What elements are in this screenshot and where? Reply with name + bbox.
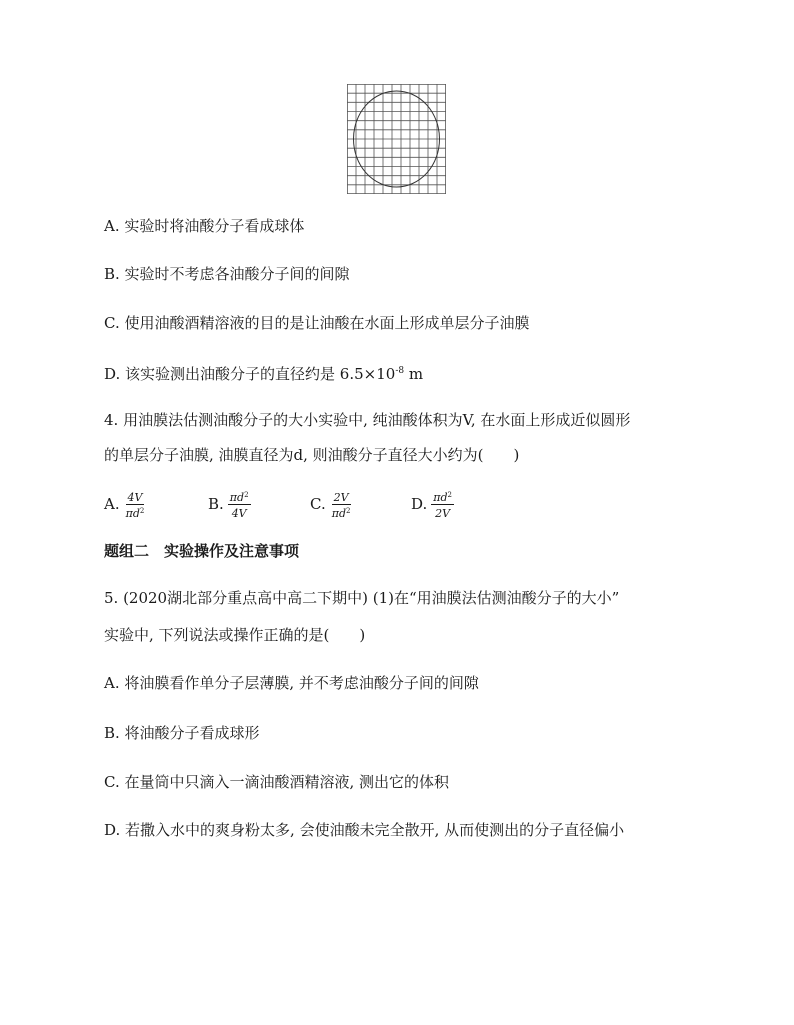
q5-option-d: D. 若撒入水中的爽身粉太多, 会使油酸未完全散开, 从而使测出的分子直径偏小 — [104, 821, 625, 839]
q4-option-b-label: B. — [208, 495, 224, 513]
q4-option-d-num: πd — [433, 490, 448, 504]
q5-stem-line2: 实验中, 下列说法或操作正确的是( ) — [104, 626, 366, 644]
q4-stem-line1: 4. 用油膜法估测油酸分子的大小实验中, 纯油酸体积为V, 在水面上形成近似圆形 — [104, 411, 631, 429]
q4-option-c — [310, 487, 352, 521]
q3-option-d-text: D. 该实验测出油酸分子的直径约是 6.5×10 — [104, 365, 396, 383]
q5-option-b: B. 将油酸分子看成球形 — [104, 724, 260, 742]
q4-option-b-fraction — [228, 489, 251, 520]
q4-option-d-fraction — [431, 489, 454, 520]
q4-option-a-den: πd — [125, 506, 140, 520]
q4-option-b-den: 4V — [231, 506, 247, 520]
q4-option-b-num: πd — [229, 490, 245, 504]
q4-option-a-label: A. — [104, 495, 120, 513]
q4-option-b-num-sup: 2 — [244, 490, 249, 499]
grid-with-circle — [347, 84, 446, 194]
q4-option-d-den: 2V — [435, 506, 451, 520]
q3-option-d — [104, 361, 423, 384]
q4-option-c-label: C. — [310, 495, 326, 513]
q4-option-a-den-sup: 2 — [139, 506, 145, 515]
q4-option-b — [208, 487, 251, 521]
q4-option-c-den-sup: 2 — [346, 506, 351, 515]
q4-stem-line2: 的单层分子油膜, 油膜直径为d, 则油酸分子直径大小约为( ) — [104, 446, 520, 464]
q4-option-c-num: 2V — [333, 490, 349, 504]
section-heading: 题组二 实验操作及注意事项 — [104, 542, 300, 560]
q4-option-a-num: 4V — [127, 490, 143, 504]
q5-option-c: C. 在量筒中只滴入一滴油酸酒精溶液, 测出它的体积 — [104, 773, 450, 791]
q5-stem-line1: 5. (2020湖北部分重点高中高二下期中) (1)在“用油膜法估测油酸分子的大小” — [104, 589, 620, 607]
q3-option-a: A. 实验时将油酸分子看成球体 — [104, 217, 305, 235]
q4-option-c-den: πd — [331, 506, 346, 520]
q3-option-b: B. 实验时不考虑各油酸分子间的间隙 — [104, 265, 350, 283]
oil-film-grid-figure — [347, 84, 446, 194]
q3-option-d-unit: m — [404, 365, 424, 383]
q4-option-d — [411, 487, 454, 521]
q4-option-c-fraction — [330, 489, 353, 520]
q4-option-d-num-sup: 2 — [447, 490, 453, 499]
q4-options — [104, 487, 524, 521]
q3-option-d-exponent: -8 — [395, 366, 405, 376]
q3-option-c: C. 使用油酸酒精溶液的目的是让油酸在水面上形成单层分子油膜 — [104, 314, 530, 332]
q4-option-d-label: D. — [411, 495, 428, 513]
q4-option-a — [104, 487, 146, 521]
q4-option-a-fraction — [124, 489, 147, 520]
q5-option-a: A. 将油膜看作单分子层薄膜, 并不考虑油酸分子间的间隙 — [104, 674, 479, 692]
